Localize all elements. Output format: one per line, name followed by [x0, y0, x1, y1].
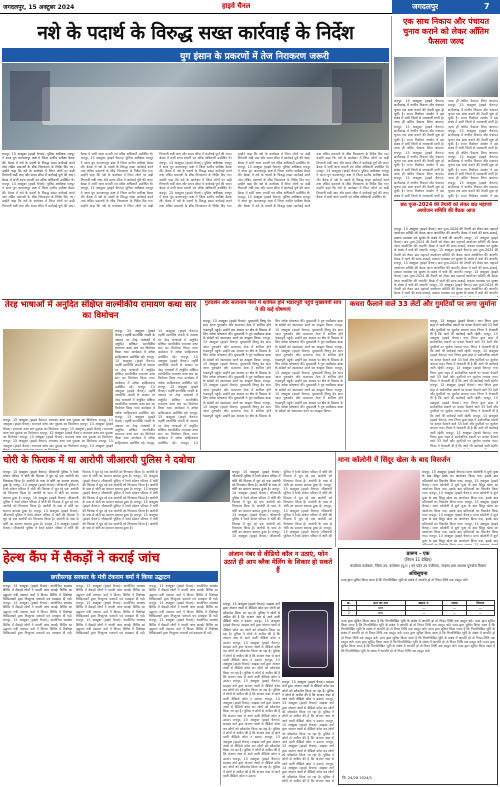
body-text-continued: रायपुर, 15 अक्टूबर (हाइवे चैनल)। नगर निगम द्वारा शहर में सार्वजनिक स्थानों पर कचरा फैलाने वाले 33 ठेलों और गुमटियों पर जुर्माना लगाया गया। निगम ने चेतावनी दी है कि आगे भी कार्रवाई जारी रहेगी।	[430, 430, 498, 448]
body-text-continued: रायपुर, 15 अक्टूबर (हाइवे चैनल)। जीआरपी पुलिस ने रेलवे स्टेशन परिसर में चोरी की फिराक में घूम रहे एक आरोपी को गिरफ्तार किया है। आरोपी के पास से चोरी का सामान बरामद हुआ है।	[232, 487, 281, 513]
video-photo	[282, 602, 334, 677]
notice-footer: जि. 24/28 2024/1	[342, 776, 373, 780]
body-text-continued: रायपुर, 15 अक्टूबर (हाइवे चैनल)। छत्तीसगढ़ में नगरीय निकाय और पंचायत चुनाव एक साथ कराने की तैयारी शुरू हो चुकी है। राज्य निर्वाचन आयोग ने इस	[448, 180, 498, 198]
body-text-continued: रायपुर, 15 अक्टूबर (हाइवे चैनल)। आयोजित स्वास्थ्य शिविर में सैकड़ों लोगों ने अपनी जांच कराई। शिविर का उद्घाटन मंत्री टंकराम वर्मा ने किया। शिविर में विशेषज्ञ चिकित्सकों द्वारा निःशुल्क परामर्श एवं दवाइयां दी गईं।	[149, 618, 218, 636]
body-text-continued	[430, 448, 498, 449]
body-text-continued: रायपुर, 15 अक्टूबर (हाइवे चैनल)। जीआरपी पुलिस ने रेलवे स्टेशन परिसर में चोरी की फिराक में घूम रहे एक आरोपी को गिरफ्तार किया है। आरोपी के पास से चोरी का सामान बरामद हुआ है।	[283, 504, 332, 530]
body-text-continued: रायपुर, 15 अक्टूबर (हाइवे चैनल)। पुलिस अधीक्षक रायपुर ने आज युग कल्याणपुर कक्ष में जिला स्तरीय समीक्षा बैठक ली। बैठक में नशे के पदार्थ के विरुद्ध सख्त कार्रवाई करने तथा लंबित प्रकरणों के शीघ्र निराकरण के निर्देश दिए गए। उन्होंने कहा कि नशे के कारोबार में लिप्त लोगों पर कड़ी निगरानी रखी जाए और समय सीमा में कार्रवाई पूर्ण की जाए। बैठक में सभी थाना प्रभारी एवं वरिष्ठ अधिकारी उपस्थित थे।	[237, 152, 389, 208]
immersion-photo	[338, 470, 420, 540]
notice-table	[341, 600, 495, 616]
body-text-continued: रायपुर, 15 अक्टूबर (हाइवे चैनल)। जीआरपी पुलिस ने रेलवे स्टेशन परिसर में चोरी की फिराक में घूम रहे एक आरोपी को गिरफ्तार किया है। आरोपी के पास से चोरी का सामान बरामद हुआ है।	[82, 500, 158, 517]
body-text-continued: रायपुर, 15 अक्टूबर (हाइवे चैनल)। जीआरपी पुलिस ने रेलवे स्टेशन परिसर में चोरी की फिराक में घूम रहे एक आरोपी को गिरफ्तार किया है। आरोपी के पास से चोरी का सामान बरामद हुआ है।	[232, 508, 281, 535]
body-text-continued: रायपुर, 15 अक्टूबर (हाइवे चैनल)। साइबर ठगों द्वारा अंजान नंबरों से वीडियो कॉल कर लोगों को ब्लैकमेल किया जा रहा है। पुलिस ने लोगों से अपील की है कि अंजान नंबर से आने वाली वीडियो कॉल न उठाएं।	[223, 756, 280, 778]
body-text-continued: एतद द्वारा सूचित किया जाता है कि निम्नलिखित भूमि के संबंध में आपत्ति हो तो नियत तिथि तक प्रस्तुत करें।	[341, 618, 495, 627]
body-text-continued: रायपुर, 15 अक्टूबर (हाइवे चैनल)। साइबर ठगों द्वारा अंजान नंबरों से वीडियो कॉल कर लोगों को ब्लैकमेल किया जा रहा है। पुलिस ने लोगों से अपील की है कि अंजान नंबर से आने वाली वीडियो कॉल न उठाएं।	[223, 718, 280, 740]
bhandarpuri-kicker: गुरुदर्शन और सत्यनाम मेला में शामिल होने भंडारपुरी पहुंचे मुख्यमंत्री साय ने की कई घोषणाएं	[204, 300, 342, 313]
notice-table-row	[342, 610, 495, 615]
body-text-continued: रायपुर, 15 अक्टूबर (हाइवे चैनल)। मुख्यमंत्री विष्णु देव साय आज गुरुदर्शन और सत्यनाम मेला में शामिल होने भंडारपुरी पहुंचे। उन्होंने इस अवसर पर क्षेत्र के विकास के लिए अनेक घोषणाएं कीं। मुख्यमंत्री ने गुरु घासीदास बाबा के संदेशों को आत्मसात करने का आह्वान किया।	[275, 387, 343, 414]
body-text-continued: रायपुर, 15 अक्टूबर (हाइवे चैनल)। आयोजित स्वास्थ्य शिविर में सैकड़ों लोगों ने अपनी जांच कराई। शिविर का उद्घाटन मंत्री टंकराम वर्मा ने किया। शिविर में विशेषज्ञ चिकित्सकों द्वारा निःशुल्क परामर्श एवं दवाइयां दी गईं।	[3, 601, 72, 619]
notice-table-cell: —	[466, 605, 494, 610]
notice-table-cell: —	[466, 610, 494, 615]
right-top-photo-2	[446, 57, 498, 97]
body-text-continued: रायपुर, 15 अक्टूबर (हाइवे चैनल)। पुलिस अधीक्षक रायपुर ने आज युग कल्याणपुर कक्ष में जिला स्तरीय समीक्षा बैठक ली। बैठक में नशे के पदार्थ के विरुद्ध सख्त कार्रवाई करने तथा लंबित प्रकरणों के शीघ्र निराकरण के निर्देश दिए गए। उन्होंने कहा कि नशे के कारोबार में लिप्त लोगों पर कड़ी निगरानी रखी जाए और समय सीमा में कार्रवाई पूर्ण की जाए। बैठक में सभी थाना प्रभारी एवं वरिष्ठ अधिकारी उपस्थित थे।	[80, 156, 154, 187]
body-text-continued: रायपुर, 15 अक्टूबर (हाइवे चैनल)। छठ पूजा-2024 की तैयारी को लेकर छठ महापर्व आयोजन समिति की बैठक आज आयोजित की जाएगी। बैठक में घाटों की साफ-सफाई, प्रकाश व्यवस्था एवं सुरक्षा के संबंध में चर्चा की जाएगी।	[394, 269, 498, 287]
ramayan-caption: रायपुर, 15 अक्टूबर (हाइवे चैनल)। रामायण कथा सार पुस्तक का विमोचन। रायपुर, 15 अक्टूबर (हाइवे चैनल)। रामायण कथा सार पुस्तक का विमोचन। रायपुर, 15 अक्टूबर (हाइवे चैनल)। रामायण कथा सार पुस्तक का विमोचन। रायपुर, 15 अक्टूबर (हाइवे चैनल)। रामायण कथा सार पुस्तक का विमोचन। रायपुर, 15 अक्टूबर (हाइवे चैनल)। रामायण कथा सार पुस्तक का विमोचन। रायपुर, 15 अक्टूबर (हाइवे चैनल)। रामायण कथा सार पुस्तक का विमोचन। रायपुर, 15 अक्टूबर (हाइवे चैनल)। रामायण कथा सार पुस्तक का विमोचन। रायपुर, 15 अक्टूबर (हाइवे चैनल)। रामायण कथा सार पुस्तक का विमोचन। रायपुर, 15 अक्टूबर (हाइवे	[3, 418, 113, 450]
body-text-continued: रायपुर, 15 अक्टूबर (हाइवे चैनल)। पुलिस अधीक्षक रायपुर ने आज युग कल्याणपुर कक्ष में जिला स्तरीय समीक्षा बैठक ली। बैठक में नशे के पदार्थ के विरुद्ध सख्त कार्रवाई करने तथा लंबित प्रकरणों के शीघ्र निराकरण के निर्देश दिए गए। उन्होंने कहा कि नशे के कारोबार में लिप्त लोगों पर कड़ी निगरानी रखी जाए और समय सीमा में कार्रवाई पूर्ण की जाए। बैठक में सभी थाना प्रभारी एवं वरिष्ठ अधिकारी उपस्थित थे।	[237, 164, 311, 195]
body-text-continued: रायपुर, 15 अक्टूबर (हाइवे चैनल)। महर्षि वाल्मीकि जयंती के अवसर पर तेरह भाषाओं में अनुदित संक्षिप्त वाल्मीकीय रामायण कथा सार का विमोचन किया गया। कार्यक्रम में अनेक साहित्यकार उपस्थित रहे।	[145, 329, 198, 445]
body-text-continued: रायपुर, 15 अक्टूबर (हाइवे चैनल)। मुख्यमंत्री विष्णु देव साय आज गुरुदर्शन और सत्यनाम मेला में शामिल होने भंडारपुरी पहुंचे। उन्होंने इस अवसर पर क्षेत्र के विकास के लिए अनेक घोषणाएं कीं। मुख्यमंत्री ने गुरु घासीदास बाबा के संदेशों को आत्मसात करने का आह्वान किया।	[203, 357, 271, 384]
notice-table-header: रकबा	[443, 600, 466, 605]
video-headline: अंजान नंबर से वीडियो कॉल न उठाएं, फोन उठाते ही आप ब्लैक मेलिंग के शिकार हो सकते हैं	[223, 550, 333, 574]
theft-body: रायपुर, 15 अक्टूबर (हाइवे चैनल)। जीआरपी पुलिस ने रेलवे स्टेशन परिसर में चोरी की फिराक में घूम रहे एक आरोपी को गिरफ्तार किया है। आरोपी के पास से चोरी का सामान बरामद हुआ है। रायपुर, 15 अक्टूबर (हाइवे चैनल)। जीआरपी पुलिस ने रेलवे स्टेशन परिसर में चोरी की फिराक में घूम रहे एक आरोपी को गिरफ्तार किया है। आरोपी के पास से चोरी का सामान बरामद हुआ है। रायपुर, 15 अक्टूबर (हाइवे चैनल)। जीआरपी पुलिस ने रेलवे स्टेशन परिसर में चोरी की फिराक में घूम रहे एक आरोपी को गिरफ्तार किया है। आरोपी के पास से चोरी का सामान बरामद हुआ है। रायपुर, 15 अक्टूबर (हाइवे चैनल)। जीआरपी पुलिस ने रेलवे स्टेशन परिसर में चोरी की फिराक में घूम रहे एक आरोपी को गिरफ्तार किया है। आरोपी के पास से चोरी का सामान बरामद हुआ है। रायपुर, 15 अक्टूबर (हाइवे चैनल)। जीआरपी पुलिस ने रेलवे स्टेशन परिसर में चोरी की फिराक में घूम रहे एक आरोपी को गिरफ्तार किया है। आरोपी के पास से चोरी का सामान बरामद हुआ है। रायपुर, 15 अक्टूबर (हाइवे चैनल)। जीआरपी पुलिस ने रेलवे स्टेशन परिसर में चोरी की फिराक में घूम रहे एक आरोपी को गिरफ्तार किया है। आरोपी के पास से चोरी का सामान बरामद हुआ है। रायपुर, 15 अक्टूबर (हाइवे चैनल)। जीआरपी पुलिस ने रेलवे स्टेशन परिसर में चोरी की फिराक में घूम रहे एक आरोपी को गिरफ्तार किया है। आरोपी के पास से चोरी का सामान बरामद हुआ है। रायपुर, 15 अक्टूबर (हाइवे चैनल)। जीआरपी पुलिस ने रेलवे स्टेशन परिसर में चोरी की फिराक में घूम रहे एक आरोपी को गिरफ्तार किया है। आरोपी के पास से चोरी का सामान बरामद हुआ है। रायपुर, 15 अक्टूबर (हाइवे चैनल)। जीआरपी पुलिस ने रेलवे स्टेशन परिसर में चोरी की फिराक में घूम रहे एक आरोपी को गिरफ्तार किया है। आरोपी के पास से चोरी का सामान बरामद हुआ है।	[3, 470, 158, 530]
body-text-continued: रायपुर, 15 अक्टूबर (हाइवे चैनल)। आयोजित स्वास्थ्य शिविर में सैकड़ों लोगों ने अपनी जांच कराई। शिविर का उद्घाटन मंत्री टंकराम वर्मा ने किया। शिविर में विशेषज्ञ चिकित्सकों द्वारा निःशुल्क परामर्श एवं दवाइयां दी गईं।	[76, 584, 145, 601]
body-text-continued: रायपुर, 15 अक्टूबर (हाइवे चैनल)। नगर निगम द्वारा शहर में सार्वजनिक स्थानों पर कचरा फैलाने वाले 33 ठेलों और गुमटियों पर जुर्माना लगाया गया। निगम ने चेतावनी दी है कि आगे भी कार्रवाई जारी रहेगी।	[430, 349, 498, 371]
body-text-continued	[394, 296, 498, 297]
body-text-continued: रायपुर, 15 अक्टूबर (हाइवे चैनल)। नगर निगम द्वारा शहर में सार्वजनिक स्थानों पर कचरा फैलाने वाले 33 ठेलों और गुमटियों पर जुर्माना लगाया गया। निगम ने चेतावनी दी है कि आगे भी कार्रवाई जारी रहेगी।	[430, 331, 498, 354]
body-text-continued: रायपुर, 15 अक्टूबर (हाइवे चैनल)। माना कॉलोनी में दुर्गा पूजा के बाद सिंदूर खेला का आयोजन किया गया, इसके बाद प्रतिमाओं का विसर्जन किया गया।	[422, 478, 498, 496]
body-text-continued: रायपुर, 15 अक्टूबर (हाइवे चैनल)। माना कॉलोनी में दुर्गा पूजा के बाद सिंदूर खेला का आयोजन किया गया, इसके बाद प्रतिमाओं का विसर्जन किया गया।	[422, 512, 498, 526]
notice-table-cell: —	[405, 610, 443, 615]
body-text-continued: रायपुर, 15 अक्टूबर (हाइवे चैनल)। रामायण कथा सार पुस्तक का विमोचन।	[3, 439, 98, 444]
ramayan-photo	[3, 329, 113, 416]
notice-table-header: क्र.	[342, 600, 357, 605]
body-text-continued: रायपुर, 15 अक्टूबर (हाइवे चैनल)। साइबर ठगों द्वारा अंजान नंबरों से वीडियो कॉल कर लोगों को ब्लैकमेल किया जा रहा है। पुलिस ने लोगों से अपील की है कि अंजान नंबर से आने वाली वीडियो कॉल न उठाएं।	[223, 657, 280, 684]
body-text-continued: रायपुर, 15 अक्टूबर (हाइवे चैनल)। जीआरपी पुलिस ने रेलवे स्टेशन परिसर में चोरी की फिराक में घूम रहे एक आरोपी को गिरफ्तार किया है। आरोपी के पास से चोरी का सामान बरामद हुआ है।	[82, 512, 158, 530]
body-text-continued: रायपुर, 15 अक्टूबर (हाइवे चैनल)। रामायण कथा सार पुस्तक का विमोचन।	[18, 435, 113, 440]
notice-table-header: ग्राम का नाम	[356, 600, 405, 605]
body-text-continued: रायपुर, 15 अक्टूबर (हाइवे चैनल)। साइबर ठगों द्वारा अंजान नंबरों से वीडियो कॉल कर लोगों को ब्लैकमेल किया जा रहा है। पुलिस ने लोगों से अपील की है कि अंजान नंबर से आने वाली वीडियो कॉल न उठाएं।	[223, 640, 280, 662]
notice-table-header: विवरण	[466, 600, 494, 605]
notice-line1: कार्यालय कलेक्टर, जिला उप. कलेक्टर (दु.प.) एवं पदेन उप पंजीयक, राजस्व ग्राम आवास पुनर्वास विभाग	[349, 564, 487, 568]
body-text-continued: रायपुर, 15 अक्टूबर (हाइवे चैनल)। जीआरपी पुलिस ने रेलवे स्टेशन परिसर में चोरी की फिराक में घूम रहे एक आरोपी को गिरफ्तार किया है। आरोपी के पास से चोरी का सामान बरामद हुआ है।	[3, 508, 79, 526]
section-name: जगदलपुर	[412, 2, 439, 11]
body-text-continued: रायपुर, 15 अक्टूबर (हाइवे चैनल)। आयोजित स्वास्थ्य शिविर में सैकड़ों लोगों ने अपनी जांच कराई। शिविर का उद्घाटन मंत्री टंकराम वर्मा ने किया। शिविर में विशेषज्ञ चिकित्सकों द्वारा निःशुल्क परामर्श एवं दवाइयां दी गईं।	[149, 601, 218, 619]
body-text-continued: रायपुर, 15 अक्टूबर (हाइवे चैनल)। महर्षि वाल्मीकि जयंती के अवसर पर तेरह भाषाओं में अनुदित संक्षिप्त वाल्मीकीय रामायण कथा सार का विमोचन किया गया। कार्यक्रम में अनेक साहित्यकार उपस्थित रहे।	[158, 354, 198, 385]
body-text-continued: रायपुर, 15 अक्टूबर (हाइवे चैनल)। नगर निगम द्वारा शहर में सार्वजनिक स्थानों पर कचरा फैलाने वाले 33 ठेलों और गुमटियों पर जुर्माना लगाया गया। निगम ने चेतावनी दी है कि आगे भी कार्रवाई जारी रहेगी।	[430, 366, 498, 384]
body-text-continued: एतद द्वारा सूचित किया जाता है कि निम्नलिखित भूमि के संबंध में आपत्ति हो तो नियत तिथि तक प्रस्तुत करें।	[341, 644, 495, 653]
body-text-continued: रायपुर, 15 अक्टूबर (हाइवे चैनल)। माना कॉलोनी में दुर्गा पूजा के बाद सिंदूर खेला का आयोजन किया गया, इसके बाद प्रतिमाओं का विसर्जन किया गया।	[422, 500, 498, 517]
body-text-continued: रायपुर, 15 अक्टूबर (हाइवे चैनल)। महर्षि वाल्मीकि जयंती के अवसर पर तेरह भाषाओं में अनुदित संक्षिप्त वाल्मीकीय रामायण कथा सार का विमोचन किया गया। कार्यक्रम में अनेक साहित्यकार उपस्थित रहे।	[115, 414, 155, 445]
body-text-continued: रायपुर, 15 अक्टूबर (हाइवे चैनल)। छठ पूजा-2024 की तैयारी को लेकर छठ महापर्व आयोजन समिति की बैठक आज आयोजित की जाएगी। बैठक में घाटों की साफ-सफाई, प्रकाश व्यवस्था एवं सुरक्षा के संबंध में चर्चा की जाएगी।	[394, 282, 498, 296]
body-text-continued: एतद द्वारा सूचित किया जाता है कि निम्नलिखित भूमि के संबंध में आपत्ति हो तो नियत तिथि तक प्रस्तुत करें।	[341, 627, 495, 636]
body-text-continued: रायपुर, 15 अक्टूबर (हाइवे चैनल)। साइबर ठगों द्वारा अंजान नंबरों से वीडियो कॉल कर लोगों को ब्लैकमेल किया जा रहा है। पुलिस ने लोगों से अपील की है कि अंजान नंबर से आने वाली वीडियो कॉल न उठाएं।	[282, 718, 334, 745]
body-text-continued: एतद द्वारा सूचित किया जाता है कि निम्नलिखित भूमि के संबंध में आपत्ति हो तो नियत तिथि तक प्रस्तुत करें।	[341, 631, 495, 640]
body-text-continued: रायपुर, 15 अक्टूबर (हाइवे चैनल)। जीआरपी पुलिस ने रेलवे स्टेशन परिसर में चोरी की फिराक में घूम रहे एक आरोपी को गिरफ्तार किया है। आरोपी के पास से चोरी का सामान बरामद हुआ है।	[3, 470, 158, 530]
body-text-continued: रायपुर, 15 अक्टूबर (हाइवे	[80, 443, 113, 448]
health-headline: हेल्थ कैंप में सैकड़ों ने कराई जांच	[3, 551, 160, 566]
notice-table-cell: —	[443, 605, 466, 610]
body-text-continued: रायपुर, 15 अक्टूबर (हाइवे चैनल)। पुलिस अधीक्षक रायपुर ने आज युग कल्याणपुर कक्ष में जिला स्तरीय समीक्षा बैठक ली। बैठक में नशे के पदार्थ के विरुद्ध सख्त कार्रवाई करने तथा लंबित प्रकरणों के शीघ्र निराकरण के निर्देश दिए गए। उन्होंने कहा कि नशे के कारोबार में लिप्त लोगों पर कड़ी निगरानी रखी जाए और समय सीमा में कार्रवाई पूर्ण की जाए। बैठक में सभी थाना प्रभारी एवं वरिष्ठ अधिकारी उपस्थित थे।	[316, 169, 389, 199]
notice-table-cell: 2	[342, 610, 357, 615]
body-text-continued: रायपुर, 15 अक्टूबर (हाइवे चैनल)। महर्षि वाल्मीकि जयंती के अवसर पर तेरह भाषाओं में अनुदित संक्षिप्त वाल्मीकीय रामायण कथा सार का विमोचन किया गया। कार्यक्रम में अनेक साहित्यकार उपस्थित रहे।	[115, 354, 155, 389]
body-text-continued: रायपुर, 15 अक्टूबर (हाइवे चैनल)। साइबर ठगों द्वारा अंजान नंबरों से वीडियो कॉल कर लोगों को ब्लैकमेल किया जा रहा है। पुलिस ने लोगों से अपील की है कि अंजान नंबर से आने वाली वीडियो कॉल न उठाएं।	[223, 735, 280, 761]
body-text-continued: रायपुर, 15 अक्टूबर (हाइवे चैनल)। जीआरपी पुलिस ने रेलवे स्टेशन परिसर में चोरी की फिराक में घूम रहे एक आरोपी को गिरफ्तार किया है। आरोपी के पास से चोरी का सामान बरामद हुआ है।	[283, 482, 332, 509]
body-text-continued: एतद द्वारा सूचित किया जाता है कि निम्नलिखित भूमि के संबंध में आपत्ति हो तो नियत तिथि तक प्रस्तुत करें।	[341, 635, 495, 645]
body-text-continued: रायपुर, 15 अक्टूबर (हाइवे चैनल)। साइबर ठगों द्वारा अंजान नंबरों से वीडियो कॉल कर लोगों को ब्लैकमेल किया जा रहा है। पुलिस ने लोगों से अपील की है कि अंजान नंबर से आने वाली वीडियो कॉल न उठाएं।	[282, 740, 334, 766]
body-text-continued: रायपुर, 15 अक्टूबर (हाइवे चैनल)। पुलिस अधीक्षक रायपुर ने आज युग कल्याणपुर कक्ष में जिला स्तरीय समीक्षा बैठक ली। बैठक में नशे के पदार्थ के विरुद्ध सख्त कार्रवाई करने तथा लंबित प्रकरणों के शीघ्र निराकरण के निर्देश दिए गए। उन्होंने कहा कि नशे के कारोबार में लिप्त लोगों पर कड़ी निगरानी रखी जाए और समय सीमा में कार्रवाई पूर्ण की जाए। बैठक में सभी थाना प्रभारी एवं वरिष्ठ अधिकारी उपस्थित थे।	[159, 160, 232, 191]
ramayan-body: रायपुर, 15 अक्टूबर (हाइवे चैनल)। महर्षि वाल्मीकि जयंती के अवसर पर तेरह भाषाओं में अनुदित संक्षिप्त वाल्मीकीय रामायण कथा सार का विमोचन किया गया। कार्यक्रम में अनेक साहित्यकार उपस्थित रहे। रायपुर, 15 अक्टूबर (हाइवे चैनल)। महर्षि वाल्मीकि जयंती के अवसर पर तेरह भाषाओं में अनुदित संक्षिप्त वाल्मीकीय रामायण कथा सार का विमोचन किया गया। कार्यक्रम में अनेक साहित्यकार उपस्थित रहे। रायपुर, 15 अक्टूबर (हाइवे चैनल)। महर्षि वाल्मीकि जयंती के अवसर पर तेरह भाषाओं में अनुदित संक्षिप्त वाल्मीकीय रामायण कथा सार का विमोचन किया गया। कार्यक्रम में अनेक साहित्यकार उपस्थित रहे। रायपुर, 15 अक्टूबर (हाइवे चैनल)। महर्षि वाल्मीकि जयंती के अवसर पर तेरह भाषाओं में अनुदित संक्षिप्त वाल्मीकीय रामायण कथा सार का विमोचन किया गया। कार्यक्रम में अनेक साहित्यकार उपस्थित रहे। रायपुर, 15 अक्टूबर (हाइवे चैनल)। महर्षि वाल्मीकि जयंती के अवसर पर तेरह भाषाओं में अनुदित संक्षिप्त वाल्मीकीय रामायण कथा सार का विमोचन किया गया। कार्यक्रम में अनेक साहित्यकार उपस्थित रहे। रायपुर, 15 अक्टूबर (हाइवे चैनल)। महर्षि वाल्मीकि जयंती के अवसर पर तेरह भाषाओं में अनुदित संक्षिप्त वाल्मीकीय रामायण कथा सार का विमोचन किया गया। कार्यक्रम में अनेक साहित्यकार उपस्थित रहे। रायपुर, 15 अक्टूबर (हाइवे चैनल)। महर्षि वाल्मीकि जयंती के अवसर पर तेरह भाषाओं में अनुदित संक्षिप्त वाल्मीकीय रामायण कथा सार का विमोचन किया गया। कार्यक्रम में अनेक साहित्यकार उपस्थित रहे। रायपुर, 15 अक्टूबर (हाइवे चैनल)। महर्षि वाल्मीकि जयंती के अवसर पर तेरह भाषाओं में अनुदित संक्षिप्त वाल्मीकीय रामायण कथा सार का विमोचन किया गया। कार्यक्रम में अनेक साहित्यकार उपस्थित रहे। रायपुर, 15	[115, 329, 198, 449]
body-text-continued: रायपुर, 15 अक्टूबर (हाइवे चैनल)। साइबर ठगों द्वारा अंजान नंबरों से वीडियो कॉल कर लोगों को ब्लैकमेल किया जा रहा है। पुलिस ने लोगों से अपील की है कि अंजान नंबर से आने वाली वीडियो कॉल न उठाएं।	[223, 679, 280, 701]
body-text-continued: रायपुर, 15 अक्टूबर (हाइवे चैनल)। आयोजित स्वास्थ्य शिविर में सैकड़ों लोगों ने अपनी जांच कराई। शिविर का उद्घाटन मंत्री टंकराम वर्मा ने किया। शिविर में विशेषज्ञ चिकित्सकों द्वारा निःशुल्क परामर्श एवं दवाइयां दी गईं।	[149, 584, 218, 601]
body-text-continued: रायपुर, 15 अक्टूबर (हाइवे चैनल)। मुख्यमंत्री विष्णु देव साय आज गुरुदर्शन और सत्यनाम मेला में शामिल होने भंडारपुरी पहुंचे। उन्होंने इस अवसर पर क्षेत्र के विकास के लिए अनेक घोषणाएं कीं। मुख्यमंत्री ने गुरु घासीदास बाबा के संदेशों को आत्मसात करने का आह्वान किया।	[275, 366, 343, 392]
body-text-continued: रायपुर, 15 अक्टूबर (हाइवे चैनल)। महर्षि वाल्मीकि जयंती के अवसर पर तेरह भाषाओं में अनुदित संक्षिप्त वाल्मीकीय रामायण कथा सार का विमोचन किया गया। कार्यक्रम में अनेक साहित्यकार उपस्थित रहे।	[158, 384, 198, 415]
body-text-continued: रायपुर, 15 अक्टूबर (हाइवे चैनल)। पुलिस अधीक्षक रायपुर ने आज युग कल्याणपुर कक्ष में जिला स्तरीय समीक्षा बैठक ली। बैठक में नशे के पदार्थ के विरुद्ध सख्त कार्रवाई करने तथा लंबित प्रकरणों के शीघ्र निराकरण के निर्देश दिए गए। उन्होंने कहा कि नशे के कारोबार में लिप्त लोगों पर कड़ी निगरानी रखी जाए और समय सीमा में कार्रवाई पूर्ण की जाए। बैठक में सभी थाना प्रभारी एवं वरिष्ठ अधिकारी उपस्थित थे।	[159, 152, 311, 208]
notice-head: अधिसूचना	[408, 570, 428, 577]
body-text-continued: रायपुर, 15 अक्टूबर (हाइवे चैनल)। छत्तीसगढ़ में नगरीय निकाय और पंचायत चुनाव एक साथ कराने की तैयारी शुरू हो चुकी है। राज्य निर्वाचन आयोग ने इस संबंध में सभी जिलों से जानकारी मांगी है। जल्द ही अंतिम फैसला लिया जाएगा।	[394, 150, 444, 177]
right-top-headline: एक साथ निकाय और पंचायत चुनाव कराने को लेकर आँतिम फैसला जल्द	[402, 17, 490, 46]
legal-notice	[338, 548, 498, 785]
theft-photo	[160, 470, 230, 502]
body-text-continued: एतद द्वारा सूचित किया जाता है कि निम्नलिखित भूमि के संबंध में आपत्ति हो तो नियत तिथि तक प्रस्तुत करें।	[341, 622, 495, 632]
issue-date: जगदलपुर, 15 अक्टूबर 2024	[3, 4, 75, 11]
body-text-continued: रायपुर, 15 अक्टूबर (हाइवे चैनल)। नगर निगम द्वारा शहर में सार्वजनिक स्थानों पर कचरा फैलाने वाले 33 ठेलों और गुमटियों पर जुर्माना लगाया गया। निगम ने चेतावनी दी है कि आगे भी कार्रवाई जारी रहेगी।	[430, 383, 498, 401]
body-text-continued: रायपुर, 15 अक्टूबर (हाइवे चैनल)। रामायण कथा सार पुस्तक का विमोचन।	[3, 418, 113, 427]
body-text-continued: रायपुर, 15 अक्टूबर (हाइवे चैनल)। माना कॉलोनी में दुर्गा पूजा के बाद सिंदूर खेला का आयोजन किया गया, इसके बाद	[422, 534, 498, 543]
lead-headline: नशे के पदार्थ के विरुद्ध सख्त कार्रवाई के निर्देश	[37, 22, 354, 44]
theft-body-cont: रायपुर, 15 अक्टूबर (हाइवे चैनल)। जीआरपी पुलिस ने रेलवे स्टेशन परिसर में चोरी की फिराक में घूम रहे एक आरोपी को गिरफ्तार किया है। आरोपी के पास से चोरी का सामान बरामद हुआ है। रायपुर, 15 अक्टूबर (हाइवे चैनल)। जीआरपी पुलिस ने रेलवे स्टेशन परिसर में चोरी की फिराक में घूम रहे एक आरोपी को गिरफ्तार किया है। आरोपी के पास से चोरी का सामान बरामद हुआ है। रायपुर, 15 अक्टूबर (हाइवे चैनल)। जीआरपी पुलिस ने रेलवे स्टेशन परिसर में चोरी की फिराक में घूम रहे एक आरोपी को गिरफ्तार किया है। आरोपी के पास से चोरी का सामान बरामद हुआ है। रायपुर, 15 अक्टूबर (हाइवे चैनल)। जीआरपी पुलिस ने रेलवे स्टेशन परिसर में चोरी की फिराक में घूम रहे एक आरोपी को गिरफ्तार किया है। आरोपी के पास से चोरी का सामान बरामद हुआ है। रायपुर, 15 अक्टूबर (हाइवे चैनल)। जीआरपी पुलिस ने रेलवे स्टेशन परिसर में चोरी की फिराक में घूम रहे एक आरोपी को गिरफ्तार किया है। आरोपी के पास से चोरी का सामान बरामद हुआ है। रायपुर, 15 अक्टूबर (हाइवे चैनल)। जीआरपी पुलिस ने रेलवे स्टेशन परिसर में चोरी की फिराक में घूम रहे एक आरोपी को गिरफ्तार किया है। आरोपी के पास से चोरी का सामान बरामद हुआ है। रायपुर, 15 अक्टूबर (हाइवे चैनल)। जीआरपी पुलिस ने रेलवे स्टेशन परिसर में चोरी की	[232, 470, 332, 540]
body-text-continued: रायपुर, 15 अक्टूबर (हाइवे चैनल)। पुलिस अधीक्षक रायपुर ने आज युग कल्याणपुर कक्ष में जिला स्तरीय समीक्षा बैठक ली। बैठक में नशे के पदार्थ के विरुद्ध सख्त कार्रवाई करने तथा लंबित प्रकरणों के शीघ्र निराकरण के निर्देश दिए गए। उन्होंने कहा कि नशे के कारोबार में लिप्त लोगों पर कड़ी निगरानी रखी जाए और समय सीमा में कार्रवाई पूर्ण की जाए। बैठक में सभी थाना प्रभारी एवं वरिष्ठ अधिकारी उपस्थित थे।	[2, 152, 154, 208]
body-text-continued: रायपुर, 15 अक्टूबर (हाइवे चैनल)। छत्तीसगढ़ में नगरीय निकाय और पंचायत चुनाव एक साथ कराने की तैयारी शुरू हो चुकी है। राज्य निर्वाचन आयोग ने इस संबंध में सभी जिलों से जानकारी मांगी है। जल्द ही अंतिम फैसला लिया जाएगा।	[394, 124, 444, 151]
body-text-continued: रायपुर, 15 अक्टूबर (हाइवे चैनल)। आयोजित स्वास्थ्य शिविर में सैकड़ों लोगों ने अपनी जांच कराई। शिविर का उद्घाटन मंत्री टंकराम वर्मा ने किया। शिविर में विशेषज्ञ चिकित्सकों द्वारा निःशुल्क परामर्श एवं दवाइयां दी गईं।	[3, 618, 72, 636]
body-text-continued: रायपुर, 15 अक्टूबर (हाइवे चैनल)। नगर निगम द्वारा शहर में सार्वजनिक स्थानों पर कचरा फैलाने वाले 33 ठेलों और गुमटियों पर जुर्माना लगाया गया। निगम ने चेतावनी दी है कि आगे भी कार्रवाई जारी रहेगी।	[430, 396, 498, 418]
body-text-continued: रायपुर, 15 अक्टूबर (हाइवे चैनल)। साइबर ठगों द्वारा अंजान नंबरों से वीडियो कॉल कर लोगों को ब्लैकमेल किया जा रहा है। पुलिस ने लोगों से अपील की है कि अंजान नंबर से	[282, 761, 334, 782]
body-text-continued: रायपुर, 15 अक्टूबर (हाइवे चैनल)। छत्तीसगढ़ में नगरीय निकाय और पंचायत चुनाव एक साथ कराने की तैयारी शुरू हो चुकी है। राज्य निर्वाचन आयोग ने इस संबंध में सभी जिलों से जानकारी मांगी है। जल्द ही अंतिम फैसला लिया जाएगा।	[448, 103, 498, 129]
body-text-continued: रायपुर, 15 अक्टूबर (हाइवे चैनल)। छत्तीसगढ़ में नगरीय निकाय और पंचायत चुनाव एक साथ कराने की तैयारी शुरू हो चुकी है। राज्य निर्वाचन आयोग ने इस संबंध में सभी जिलों से जानकारी मांगी है। जल्द ही अंतिम फैसला लिया जाएगा।	[448, 154, 498, 181]
notice-body: एतद द्वारा सूचित किया जाता है कि निम्नलिखित भूमि के संबंध में आपत्ति हो तो नियत तिथि तक प्रस्तुत करें।	[341, 577, 468, 582]
notice-table-cell: 1	[342, 605, 357, 610]
body-text-continued: रायपुर, 15 अक्टूबर (हाइवे चैनल)। माना कॉलोनी में दुर्गा पूजा के बाद सिंदूर खेला का आयोजन किया गया, इसके बाद प्रतिमाओं का विसर्जन किया गया।	[422, 521, 498, 539]
body-text-continued: रायपुर, 15 अक्टूबर (हाइवे चैनल)। रामायण कथा सार पुस्तक का विमोचन।	[3, 430, 113, 440]
right-top-body: रायपुर, 15 अक्टूबर (हाइवे चैनल)। छत्तीसगढ़ में नगरीय निकाय और पंचायत चुनाव एक साथ कराने की तैयारी शुरू हो चुकी है। राज्य निर्वाचन आयोग ने इस संबंध में सभी जिलों से जानकारी मांगी है। जल्द ही अंतिम फैसला लिया जाएगा। रायपुर, 15 अक्टूबर (हाइवे चैनल)। छत्तीसगढ़ में नगरीय निकाय और पंचायत चुनाव एक साथ कराने की तैयारी शुरू हो चुकी है। राज्य निर्वाचन आयोग ने इस संबंध में सभी जिलों से जानकारी मांगी है। जल्द ही अंतिम फैसला लिया जाएगा। रायपुर, 15 अक्टूबर (हाइवे चैनल)। छत्तीसगढ़ में नगरीय निकाय और पंचायत चुनाव एक साथ कराने की तैयारी शुरू हो चुकी है। राज्य निर्वाचन आयोग ने इस संबंध में सभी जिलों से जानकारी मांगी है। जल्द ही अंतिम फैसला लिया जाएगा। रायपुर, 15 अक्टूबर (हाइवे चैनल)। छत्तीसगढ़ में नगरीय निकाय और पंचायत चुनाव एक साथ कराने की तैयारी शुरू हो चुकी है। राज्य निर्वाचन आयोग ने इस संबंध में सभी जिलों से जानकारी मांगी है। जल्द ही अंतिम फैसला लिया जाएगा। रायपुर, 15 अक्टूबर (हाइवे चैनल)। छत्तीसगढ़ में नगरीय निकाय और पंचायत चुनाव एक साथ कराने की तैयारी शुरू हो चुकी है। राज्य निर्वाचन आयोग ने इस संबंध में सभी जिलों से जानकारी मांगी है। जल्द ही अंतिम फैसला लिया जाएगा। रायपुर, 15 अक्टूबर (हाइवे चैनल)। छत्तीसगढ़ में नगरीय निकाय और पंचायत चुनाव एक साथ कराने की तैयारी शुरू हो चुकी है। राज्य निर्वाचन आयोग ने इस संबंध में सभी जिलों से जानकारी मांगी है। जल्द ही अंतिम फैसला लिया जाएगा। रायपुर, 15 अक्टूबर (हाइवे चैनल)। छत्तीसगढ़ में नगरीय निकाय और पंचायत चुनाव एक साथ कराने की तैयारी शुरू हो चुकी है। राज्य निर्वाचन आयोग ने इस संबंध में सभी जिलों से जानकारी मांगी है। जल्द ही अंतिम फैसला लिया जाएगा। रायपुर, 15 अक्टूबर (हाइवे चैनल)। छत्तीसगढ़ में नगरीय निकाय और पंचायत चुनाव एक साथ कराने की तैयारी शुरू हो चुकी है। राज्य निर्वाचन आयोग ने इस	[394, 99, 498, 199]
health-body: रायपुर, 15 अक्टूबर (हाइवे चैनल)। आयोजित स्वास्थ्य शिविर में सैकड़ों लोगों ने अपनी जांच कराई। शिविर का उद्घाटन मंत्री टंकराम वर्मा ने किया। शिविर में विशेषज्ञ चिकित्सकों द्वारा निःशुल्क परामर्श एवं दवाइयां दी गईं। रायपुर, 15 अक्टूबर (हाइवे चैनल)। आयोजित स्वास्थ्य शिविर में सैकड़ों लोगों ने अपनी जांच कराई। शिविर का उद्घाटन मंत्री टंकराम वर्मा ने किया। शिविर में विशेषज्ञ चिकित्सकों द्वारा निःशुल्क परामर्श एवं दवाइयां दी गईं। रायपुर, 15 अक्टूबर (हाइवे चैनल)। आयोजित स्वास्थ्य शिविर में सैकड़ों लोगों ने अपनी जांच कराई। शिविर का उद्घाटन मंत्री टंकराम वर्मा ने किया। शिविर में विशेषज्ञ चिकित्सकों द्वारा निःशुल्क परामर्श एवं दवाइयां दी गईं। रायपुर, 15 अक्टूबर (हाइवे चैनल)। आयोजित स्वास्थ्य शिविर में सैकड़ों लोगों ने अपनी जांच कराई। शिविर का उद्घाटन मंत्री टंकराम वर्मा ने किया। शिविर में विशेषज्ञ चिकित्सकों द्वारा निःशुल्क परामर्श एवं दवाइयां दी गईं। रायपुर, 15 अक्टूबर (हाइवे चैनल)। आयोजित स्वास्थ्य शिविर में सैकड़ों लोगों ने अपनी जांच कराई। शिविर का उद्घाटन मंत्री टंकराम वर्मा ने किया। शिविर में विशेषज्ञ चिकित्सकों द्वारा निःशुल्क परामर्श एवं दवाइयां दी गईं। रायपुर, 15 अक्टूबर (हाइवे चैनल)। आयोजित स्वास्थ्य शिविर में सैकड़ों लोगों ने अपनी जांच कराई। शिविर का उद्घाटन मंत्री टंकराम वर्मा ने किया। शिविर में विशेषज्ञ चिकित्सकों द्वारा निःशुल्क परामर्श एवं दवाइयां दी गईं। रायपुर, 15 अक्टूबर (हाइवे चैनल)। आयोजित स्वास्थ्य शिविर में सैकड़ों लोगों ने अपनी जांच कराई। शिविर का उद्घाटन मंत्री टंकराम वर्मा ने किया। शिविर में विशेषज्ञ चिकित्सकों द्वारा निःशुल्क परामर्श एवं दवाइयां दी गईं। रायपुर, 15 अक्टूबर (हाइवे चैनल)। आयोजित स्वास्थ्य शिविर में सैकड़ों लोगों ने अपनी जांच कराई। शिविर का उद्घाटन मंत्री टंकराम वर्मा ने किया। शिविर में विशेषज्ञ चिकित्सकों द्वारा निःशुल्क परामर्श एवं दवाइयां दी गईं। रायपुर, 15 अक्टूबर (हाइवे चैनल)। आयोजित स्वास्थ्य शिविर में सैकड़ों लोगों ने अपनी जांच कराई। शिविर का उद्घाटन मंत्री टंकराम वर्मा ने किया। शिविर में विशेषज्ञ चिकित्सकों द्वारा निःशुल्क परामर्श एवं दवाइयां दी गईं।	[3, 584, 218, 636]
body-text-continued: रायपुर, 15 अक्टूबर (हाइवे चैनल)। महर्षि वाल्मीकि जयंती के अवसर पर तेरह भाषाओं में अनुदित संक्षिप्त वाल्मीकीय रामायण कथा सार का विमोचन किया गया। कार्यक्रम में अनेक साहित्यकार उपस्थित रहे।	[158, 410, 198, 445]
video-body-cont: रायपुर, 15 अक्टूबर (हाइवे चैनल)। साइबर ठगों द्वारा अंजान नंबरों से वीडियो कॉल कर लोगों को ब्लैकमेल किया जा रहा है। पुलिस ने लोगों से अपील की है कि अंजान नंबर से आने वाली वीडियो कॉल न उठाएं। रायपुर, 15 अक्टूबर (हाइवे चैनल)। साइबर ठगों द्वारा अंजान नंबरों से वीडियो कॉल कर लोगों को ब्लैकमेल किया जा रहा है। पुलिस ने लोगों से अपील की है कि अंजान नंबर से आने वाली वीडियो कॉल न उठाएं। रायपुर, 15 अक्टूबर (हाइवे चैनल)। साइबर ठगों द्वारा अंजान नंबरों से वीडियो कॉल कर लोगों को ब्लैकमेल किया जा रहा है। पुलिस ने लोगों से अपील की है कि अंजान नंबर से आने वाली वीडियो कॉल न उठाएं। रायपुर, 15 अक्टूबर (हाइवे चैनल)। साइबर ठगों द्वारा अंजान नंबरों से वीडियो कॉल कर लोगों को ब्लैकमेल किया जा रहा है। पुलिस ने लोगों से अपील की है कि अंजान नंबर से आने वाली वीडियो कॉल न उठाएं। रायपुर, 15 अक्टूबर (हाइवे चैनल)। साइबर ठगों द्वारा अंजान नंबरों से वीडियो कॉल कर लोगों को ब्लैकमेल किया जा रहा है। पुलिस ने लोगों से अपील की है कि अंजान नंबर से	[282, 680, 334, 782]
immersion-body: रायपुर, 15 अक्टूबर (हाइवे चैनल)। माना कॉलोनी में दुर्गा पूजा के बाद सिंदूर खेला का आयोजन किया गया, इसके बाद प्रतिमाओं का विसर्जन किया गया। रायपुर, 15 अक्टूबर (हाइवे चैनल)। माना कॉलोनी में दुर्गा पूजा के बाद सिंदूर खेला का आयोजन किया गया, इसके बाद प्रतिमाओं का विसर्जन किया गया। रायपुर, 15 अक्टूबर (हाइवे चैनल)। माना कॉलोनी में दुर्गा पूजा के बाद सिंदूर खेला का आयोजन किया गया, इसके बाद प्रतिमाओं का विसर्जन किया गया। रायपुर, 15 अक्टूबर (हाइवे चैनल)। माना कॉलोनी में दुर्गा पूजा के बाद सिंदूर खेला का आयोजन किया गया, इसके बाद प्रतिमाओं का विसर्जन किया गया। रायपुर, 15 अक्टूबर (हाइवे चैनल)। माना कॉलोनी में दुर्गा पूजा के बाद सिंदूर खेला का आयोजन किया गया, इसके बाद प्रतिमाओं का विसर्जन किया गया। रायपुर, 15 अक्टूबर (हाइवे चैनल)। माना कॉलोनी में दुर्गा पूजा के बाद सिंदूर खेला का आयोजन किया गया, इसके बाद प्रतिमाओं का विसर्जन किया गया। रायपुर, 15 अक्टूबर (हाइवे चैनल)। माना कॉलोनी में दुर्गा पूजा के बाद सिंदूर खेला का आयोजन किया गया, इसके बाद	[422, 470, 498, 545]
ramayan-headline: तेरह भाषाओं में अनुदित संक्षिप्त वाल्मीकीय रामायण कथा सार का विमोचन	[4, 300, 197, 321]
body-text-continued: रायपुर, 15 अक्टूबर (हाइवे चैनल)। छठ पूजा-2024 की तैयारी को लेकर छठ महापर्व आयोजन समिति की बैठक आज आयोजित की जाएगी। बैठक में घाटों की साफ-सफाई, प्रकाश व्यवस्था एवं सुरक्षा के संबंध में चर्चा की जाएगी।	[394, 235, 498, 253]
right-mid-headline: छठ पूजा-2024 की तैयारी को लेकर छठ महापर्व आयोजन समिति की बैठक आज	[400, 202, 492, 214]
notice-table-cell: ग्राम	[356, 605, 405, 610]
body-text-continued: रायपुर, 15 अक्टूबर (हाइवे चैनल)। जीआरपी पुलिस ने रेलवे स्टेशन परिसर में चोरी की फिराक में घूम रहे एक आरोपी को गिरफ्तार किया है। आरोपी के पास से चोरी का सामान बरामद हुआ है।	[3, 482, 79, 500]
body-text-continued: रायपुर, 15 अक्टूबर (हाइवे चैनल)। छत्तीसगढ़ में नगरीय निकाय और पंचायत चुनाव एक साथ कराने की तैयारी शुरू हो चुकी है। राज्य निर्वाचन आयोग ने इस संबंध में सभी जिलों से जानकारी मांगी है। जल्द ही अंतिम फैसला लिया जाएगा।	[394, 99, 498, 198]
garbage-headline: कचरा फैलाने वाले 33 लेटों और गुमटियों पर लगा जुर्माना	[349, 300, 497, 308]
theft-headline: चोरी के फिराक में था आरोपी जीआरपी पुलिस ने दबोचा	[3, 455, 195, 466]
health-subhead: छत्तीसगढ़ सरकार के मंत्री टंकराम वर्मा ने किया उद्घाटन	[3, 571, 218, 582]
body-text-continued: रायपुर, 15 अक्टूबर (हाइवे चैनल)। पुलिस अधीक्षक रायपुर ने आज युग कल्याणपुर कक्ष में जिला स्तरीय समीक्षा बैठक ली। बैठक में नशे के पदार्थ के विरुद्ध सख्त कार्रवाई करने तथा लंबित प्रकरणों के शीघ्र निराकरण के निर्देश दिए गए। उन्होंने कहा कि नशे के कारोबार में लिप्त लोगों पर कड़ी निगरानी रखी जाए और समय सीमा में कार्रवाई पूर्ण की जाए। बैठक में सभी थाना प्रभारी एवं वरिष्ठ अधिकारी उपस्थित थे।	[80, 152, 232, 208]
video-body: रायपुर, 15 अक्टूबर (हाइवे चैनल)। साइबर ठगों द्वारा अंजान नंबरों से वीडियो कॉल कर लोगों को ब्लैकमेल किया जा रहा है। पुलिस ने लोगों से अपील की है कि अंजान नंबर से आने वाली वीडियो कॉल न उठाएं। रायपुर, 15 अक्टूबर (हाइवे चैनल)। साइबर ठगों द्वारा अंजान नंबरों से वीडियो कॉल कर लोगों को ब्लैकमेल किया जा रहा है। पुलिस ने लोगों से अपील की है कि अंजान नंबर से आने वाली वीडियो कॉल न उठाएं। रायपुर, 15 अक्टूबर (हाइवे चैनल)। साइबर ठगों द्वारा अंजान नंबरों से वीडियो कॉल कर लोगों को ब्लैकमेल किया जा रहा है। पुलिस ने लोगों से अपील की है कि अंजान नंबर से आने वाली वीडियो कॉल न उठाएं। रायपुर, 15 अक्टूबर (हाइवे चैनल)। साइबर ठगों द्वारा अंजान नंबरों से वीडियो कॉल कर लोगों को ब्लैकमेल किया जा रहा है। पुलिस ने लोगों से अपील की है कि अंजान नंबर से आने वाली वीडियो कॉल न उठाएं। रायपुर, 15 अक्टूबर (हाइवे चैनल)। साइबर ठगों द्वारा अंजान नंबरों से वीडियो कॉल कर लोगों को ब्लैकमेल किया जा रहा है। पुलिस ने लोगों से अपील की है कि अंजान नंबर से आने वाली वीडियो कॉल न उठाएं। रायपुर, 15 अक्टूबर (हाइवे चैनल)। साइबर ठगों द्वारा अंजान नंबरों से वीडियो कॉल कर लोगों को ब्लैकमेल किया जा रहा है। पुलिस ने लोगों से अपील की है कि अंजान नंबर से आने वाली वीडियो कॉल न उठाएं। रायपुर, 15 अक्टूबर (हाइवे चैनल)। साइबर ठगों द्वारा अंजान नंबरों से वीडियो कॉल कर लोगों को ब्लैकमेल किया जा रहा है। पुलिस ने लोगों से अपील की है कि अंजान नंबर से आने वाली वीडियो कॉल न उठाएं। रायपुर, 15 अक्टूबर (हाइवे चैनल)। साइबर ठगों द्वारा अंजान नंबरों से वीडियो कॉल कर लोगों को ब्लैकमेल किया जा रहा है। पुलिस ने लोगों से अपील की है कि अंजान नंबर से आने वाली वीडियो कॉल न उठाएं। रायपुर, 15 अक्टूबर (हाइवे चैनल)। साइबर ठगों द्वारा अंजान नंबरों से वीडियो कॉल कर लोगों को ब्लैकमेल किया जा रहा है। पुलिस ने लोगों से अपील की है कि अंजान नंबर से आने वाली वीडियो कॉल न उठाएं।	[223, 602, 280, 778]
notice-table-cell: ग्राम	[356, 610, 405, 615]
body-text-continued: रायपुर, 15 अक्टूबर (हाइवे चैनल)। मुख्यमंत्री विष्णु देव साय आज गुरुदर्शन और सत्यनाम मेला में शामिल होने भंडारपुरी पहुंचे। उन्होंने इस अवसर पर क्षेत्र के विकास के लिए अनेक घोषणाएं कीं। मुख्यमंत्री ने गुरु घासीदास बाबा के संदेशों को आत्मसात करने का आह्वान किया।	[203, 379, 271, 405]
body-text-continued: रायपुर, 15 अक्टूबर (हाइवे चैनल)। साइबर ठगों द्वारा अंजान नंबरों से वीडियो कॉल कर लोगों को ब्लैकमेल किया जा रहा है। पुलिस ने लोगों से अपील की है कि अंजान नंबर से आने वाली वीडियो कॉल न उठाएं।	[282, 697, 334, 723]
page-number: 7	[484, 2, 490, 11]
immersion-headline: माना कॉलोनी में सिंदूर खेला के बाद विसर्जन	[338, 456, 451, 464]
body-text-continued: रायपुर, 15 अक्टूबर (हाइवे चैनल)। जीआरपी पुलिस ने रेलवे स्टेशन परिसर में चोरी की फिराक में घूम रहे एक आरोपी को गिरफ्तार किया है। आरोपी के पास से चोरी का सामान बरामद हुआ है।	[82, 487, 158, 505]
body-text-continued: रायपुर, 15 अक्टूबर (हाइवे चैनल)। नगर निगम द्वारा शहर में सार्वजनिक स्थानों पर कचरा फैलाने वाले 33 ठेलों और गुमटियों पर जुर्माना लगाया गया। निगम ने चेतावनी दी है कि आगे भी कार्रवाई जारी रहेगी।	[430, 413, 498, 435]
body-text-continued: एतद द्वारा सूचित किया जाता है कि निम्नलिखित भूमि के संबंध में आपत्ति हो तो नियत तिथि तक प्रस्तुत करें।	[354, 640, 483, 645]
body-text-continued: रायपुर, 15 अक्टूबर (हाइवे चैनल)। साइबर ठगों द्वारा अंजान नंबरों से वीडियो कॉल कर लोगों को ब्लैकमेल किया जा रहा है। पुलिस ने लोगों से अपील की है कि अंजान नंबर से आने वाली वीडियो कॉल न उठाएं।	[223, 696, 280, 723]
body-text-continued: रायपुर, 15 अक्टूबर (हाइवे चैनल)। रामायण कथा सार पुस्तक का विमोचन।	[3, 426, 113, 435]
body-text-continued: रायपुर, 15 अक्टूबर (हाइवे चैनल)। माना कॉलोनी में दुर्गा पूजा के बाद सिंदूर खेला का आयोजन किया गया, इसके बाद प्रतिमाओं का विसर्जन किया गया।	[422, 491, 498, 505]
right-mid-body: रायपुर, 15 अक्टूबर (हाइवे चैनल)। छठ पूजा-2024 की तैयारी को लेकर छठ महापर्व आयोजन समिति की बैठक आज आयोजित की जाएगी। बैठक में घाटों की साफ-सफाई, प्रकाश व्यवस्था एवं सुरक्षा के संबंध में चर्चा की जाएगी। रायपुर, 15 अक्टूबर (हाइवे चैनल)। छठ पूजा-2024 की तैयारी को लेकर छठ महापर्व आयोजन समिति की बैठक आज आयोजित की जाएगी। बैठक में घाटों की साफ-सफाई, प्रकाश व्यवस्था एवं सुरक्षा के संबंध में चर्चा की जाएगी। रायपुर, 15 अक्टूबर (हाइवे चैनल)। छठ पूजा-2024 की तैयारी को लेकर छठ महापर्व आयोजन समिति की बैठक आज आयोजित की जाएगी। बैठक में घाटों की साफ-सफाई, प्रकाश व्यवस्था एवं सुरक्षा के संबंध में चर्चा की जाएगी। रायपुर, 15 अक्टूबर (हाइवे चैनल)। छठ पूजा-2024 की तैयारी को लेकर छठ महापर्व आयोजन समिति की बैठक आज आयोजित की जाएगी। बैठक में घाटों की साफ-सफाई, प्रकाश व्यवस्था एवं सुरक्षा के संबंध में चर्चा की जाएगी। रायपुर, 15 अक्टूबर (हाइवे चैनल)। छठ पूजा-2024 की तैयारी को लेकर छठ महापर्व आयोजन समिति की बैठक आज आयोजित की जाएगी। बैठक में घाटों की साफ-सफाई, प्रकाश व्यवस्था एवं सुरक्षा के संबंध में चर्चा की जाएगी। रायपुर, 15 अक्टूबर (हाइवे चैनल)। छठ पूजा-2024 की तैयारी को लेकर छठ महापर्व आयोजन समिति की बैठक आज आयोजित की जाएगी। बैठक में घाटों की साफ-सफाई, प्रकाश व्यवस्था एवं सुरक्षा के संबंध में चर्चा की जाएगी।	[394, 227, 498, 297]
notice-table-cell: —	[443, 610, 466, 615]
paper-name: हाइवे चैनल	[222, 2, 251, 10]
body-text-continued: रायपुर, 15	[180, 440, 198, 445]
body-text-continued: रायपुर, 15 अक्टूबर (हाइवे चैनल)। छठ पूजा-2024 की तैयारी को लेकर छठ महापर्व आयोजन समिति की बैठक आज आयोजित की जाएगी। बैठक में घाटों की साफ-सफाई, प्रकाश व्यवस्था एवं सुरक्षा के संबंध में चर्चा की जाएगी।	[394, 261, 498, 274]
section-banner	[392, 0, 500, 14]
notice-table-cell: —	[405, 605, 443, 610]
body-text-continued: रायपुर, 15 अक्टूबर (हाइवे चैनल)। जीआरपी पुलिस ने रेलवे स्टेशन परिसर में चोरी की फिराक में घूम रहे एक आरोपी को गिरफ्तार किया है। आरोपी के पास से चोरी का सामान बरामद हुआ है।	[232, 470, 332, 539]
body-text-continued: रायपुर, 15 अक्टूबर (हाइवे चैनल)। मुख्यमंत्री विष्णु देव साय आज गुरुदर्शन और सत्यनाम मेला में शामिल होने भंडारपुरी पहुंचे। उन्होंने इस अवसर पर क्षेत्र के विकास के लिए अनेक घोषणाएं कीं। मुख्यमंत्री ने गुरु घासीदास बाबा के संदेशों को आत्मसात करने का आह्वान किया।	[275, 323, 343, 349]
notice-table-header: खसरा नं.	[405, 600, 443, 605]
body-text-continued: रायपुर, 15 अक्टूबर (हाइवे चैनल)। महर्षि वाल्मीकि जयंती के अवसर पर तेरह भाषाओं में अनुदित संक्षिप्त वाल्मीकीय रामायण कथा सार का विमोचन किया गया। कार्यक्रम में अनेक साहित्यकार उपस्थित रहे।	[115, 384, 155, 415]
body-text-continued: रायपुर, 15 अक्टूबर (हाइवे चैनल)। आयोजित स्वास्थ्य शिविर में सैकड़ों लोगों ने अपनी जांच कराई। शिविर का उद्घाटन मंत्री टंकराम वर्मा ने किया। शिविर में विशेषज्ञ चिकित्सकों द्वारा निःशुल्क परामर्श एवं दवाइयां दी गईं।	[76, 618, 145, 636]
body-text-continued: रायपुर, 15 अक्टूबर (हाइवे चैनल)। छत्तीसगढ़ में नगरीय निकाय और पंचायत चुनाव एक साथ कराने की तैयारी शुरू हो चुकी है। राज्य निर्वाचन आयोग ने इस संबंध में सभी जिलों से जानकारी मांगी है। जल्द ही अंतिम फैसला लिया जाएगा।	[448, 129, 498, 155]
notice-title: प्रारूप - एक	[406, 551, 430, 557]
body-text-continued: रायपुर, 15 अक्टूबर (हाइवे चैनल)। छठ पूजा-2024 की तैयारी को लेकर छठ महापर्व आयोजन समिति की बैठक आज आयोजित की जाएगी। बैठक में घाटों की साफ-सफाई, प्रकाश व्यवस्था एवं सुरक्षा के संबंध में चर्चा की जाएगी।	[394, 248, 498, 262]
right-top-photo-1	[394, 57, 444, 97]
body-text-continued: रायपुर, 15 अक्टूबर (हाइवे चैनल)। जीआरपी पुलिस ने रेलवे स्टेशन परिसर में चोरी की फिराक में घूम रहे एक आरोपी को गिरफ्तार किया है। आरोपी के पास से चोरी का सामान बरामद हुआ है।	[3, 495, 79, 513]
notice-subtitle: (नियम 11 देखिए)	[404, 557, 432, 562]
garbage-body: रायपुर, 15 अक्टूबर (हाइवे चैनल)। नगर निगम द्वारा शहर में सार्वजनिक स्थानों पर कचरा फैलाने वाले 33 ठेलों और गुमटियों पर जुर्माना लगाया गया। निगम ने चेतावनी दी है कि आगे भी कार्रवाई जारी रहेगी। रायपुर, 15 अक्टूबर (हाइवे चैनल)। नगर निगम द्वारा शहर में सार्वजनिक स्थानों पर कचरा फैलाने वाले 33 ठेलों और गुमटियों पर जुर्माना लगाया गया। निगम ने चेतावनी दी है कि आगे भी कार्रवाई जारी रहेगी। रायपुर, 15 अक्टूबर (हाइवे चैनल)। नगर निगम द्वारा शहर में सार्वजनिक स्थानों पर कचरा फैलाने वाले 33 ठेलों और गुमटियों पर जुर्माना लगाया गया। निगम ने चेतावनी दी है कि आगे भी कार्रवाई जारी रहेगी। रायपुर, 15 अक्टूबर (हाइवे चैनल)। नगर निगम द्वारा शहर में सार्वजनिक स्थानों पर कचरा फैलाने वाले 33 ठेलों और गुमटियों पर जुर्माना लगाया गया। निगम ने चेतावनी दी है कि आगे भी कार्रवाई जारी रहेगी। रायपुर, 15 अक्टूबर (हाइवे चैनल)। नगर निगम द्वारा शहर में सार्वजनिक स्थानों पर कचरा फैलाने वाले 33 ठेलों और गुमटियों पर जुर्माना लगाया गया। निगम ने चेतावनी दी है कि आगे भी कार्रवाई जारी रहेगी। रायपुर, 15 अक्टूबर (हाइवे चैनल)। नगर निगम द्वारा शहर में सार्वजनिक स्थानों पर कचरा फैलाने वाले 33 ठेलों और गुमटियों पर जुर्माना लगाया गया। निगम ने चेतावनी दी है कि आगे भी कार्रवाई जारी रहेगी। रायपुर, 15 अक्टूबर (हाइवे चैनल)। नगर निगम द्वारा शहर में सार्वजनिक स्थानों पर कचरा फैलाने वाले 33 ठेलों और गुमटियों पर जुर्माना लगाया गया। निगम ने चेतावनी दी है कि आगे भी कार्रवाई जारी रहेगी। रायपुर, 15 अक्टूबर (हाइवे चैनल)। नगर निगम द्वारा शहर में सार्वजनिक स्थानों पर कचरा फैलाने वाले 33 ठेलों और गुमटियों पर जुर्माना लगाया गया। निगम ने चेतावनी दी है कि आगे भी कार्रवाई जारी रहेगी।	[430, 319, 498, 449]
bhandarpuri-body: रायपुर, 15 अक्टूबर (हाइवे चैनल)। मुख्यमंत्री विष्णु देव साय आज गुरुदर्शन और सत्यनाम मेला में शामिल होने भंडारपुरी पहुंचे। उन्होंने इस अवसर पर क्षेत्र के विकास के लिए अनेक घोषणाएं कीं। मुख्यमंत्री ने गुरु घासीदास बाबा के संदेशों को आत्मसात करने का आह्वान किया। रायपुर, 15 अक्टूबर (हाइवे चैनल)। मुख्यमंत्री विष्णु देव साय आज गुरुदर्शन और सत्यनाम मेला में शामिल होने भंडारपुरी पहुंचे। उन्होंने इस अवसर पर क्षेत्र के विकास के लिए अनेक घोषणाएं कीं। मुख्यमंत्री ने गुरु घासीदास बाबा के संदेशों को आत्मसात करने का आह्वान किया। रायपुर, 15 अक्टूबर (हाइवे चैनल)। मुख्यमंत्री विष्णु देव साय आज गुरुदर्शन और सत्यनाम मेला में शामिल होने भंडारपुरी पहुंचे। उन्होंने इस अवसर पर क्षेत्र के विकास के लिए अनेक घोषणाएं कीं। मुख्यमंत्री ने गुरु घासीदास बाबा के संदेशों को आत्मसात करने का आह्वान किया। रायपुर, 15 अक्टूबर (हाइवे चैनल)। मुख्यमंत्री विष्णु देव साय आज गुरुदर्शन और सत्यनाम मेला में शामिल होने भंडारपुरी पहुंचे। उन्होंने इस अवसर पर क्षेत्र के विकास के लिए अनेक घोषणाएं कीं। मुख्यमंत्री ने गुरु घासीदास बाबा के संदेशों को आत्मसात करने का आह्वान किया। रायपुर, 15 अक्टूबर (हाइवे चैनल)। मुख्यमंत्री विष्णु देव साय आज गुरुदर्शन और सत्यनाम मेला में शामिल होने भंडारपुरी पहुंचे। उन्होंने इस अवसर पर क्षेत्र के विकास के लिए अनेक घोषणाएं कीं। मुख्यमंत्री ने गुरु घासीदास बाबा के संदेशों को आत्मसात करने का आह्वान किया। रायपुर, 15 अक्टूबर (हाइवे चैनल)। मुख्यमंत्री विष्णु देव साय आज गुरुदर्शन और सत्यनाम मेला में शामिल होने भंडारपुरी पहुंचे। उन्होंने इस अवसर पर क्षेत्र के विकास के लिए अनेक घोषणाएं कीं। मुख्यमंत्री ने गुरु घासीदास बाबा के संदेशों को आत्मसात करने का आह्वान किया। रायपुर, 15 अक्टूबर (हाइवे चैनल)। मुख्यमंत्री विष्णु देव साय आज गुरुदर्शन और सत्यनाम मेला में शामिल होने भंडारपुरी पहुंचे। उन्होंने इस अवसर पर क्षेत्र के विकास के लिए अनेक घोषणाएं कीं। मुख्यमंत्री ने गुरु घासीदास बाबा के संदेशों को आत्मसात करने का आह्वान किया। रायपुर, 15 अक्टूबर (हाइवे चैनल)। मुख्यमंत्री विष्णु देव साय आज गुरुदर्शन और सत्यनाम मेला में शामिल होने भंडारपुरी पहुंचे। उन्होंने इस अवसर पर क्षेत्र के विकास के लिए अनेक घोषणाएं कीं। मुख्यमंत्री ने गुरु घासीदास बाबा के संदेशों को आत्मसात करने का आह्वान किया। रायपुर, 15 अक्टूबर (हाइवे चैनल)। मुख्यमंत्री विष्णु देव साय आज गुरुदर्शन और सत्यनाम मेला में शामिल होने भंडारपुरी पहुंचे। उन्होंने इस अवसर पर क्षेत्र के विकास के लिए अनेक घोषणाएं कीं। मुख्यमंत्री ने गुरु घासीदास बाबा के संदेशों को आत्मसात करने का आह्वान किया।	[203, 319, 343, 418]
body-text-continued: रायपुर, 15 अक्टूबर (हाइवे चैनल)। रामायण कथा सार पुस्तक का विमोचन।	[3, 422, 113, 431]
lead-subhead: युग इंसान के प्रकरणों में तेज निराकरण जरूरी	[2, 48, 389, 62]
lead-photo	[2, 63, 389, 150]
body-text-continued: रायपुर, 15 अक्टूबर (हाइवे चैनल)। साइबर ठगों द्वारा अंजान नंबरों से वीडियो कॉल कर लोगों को ब्लैकमेल किया जा रहा है। पुलिस ने लोगों से अपील की है कि अंजान नंबर से आने वाली वीडियो कॉल न उठाएं।	[223, 619, 280, 645]
garbage-photo	[348, 319, 428, 381]
body-text-continued: एतद द्वारा सूचित किया जाता है कि निम्नलिखित भूमि के संबंध में आपत्ति हो तो नियत तिथि तक प्रस्तुत करें।	[341, 640, 495, 649]
body-text-continued: रायपुर, 15 अक्टूबर (हाइवे चैनल)। जीआरपी पुलिस ने रेलवे स्टेशन परिसर में चोरी की फिराक में घूम रहे एक आरोपी को गिरफ्तार किया है। आरोपी के पास से चोरी का सामान बरामद हुआ है।	[82, 474, 158, 492]
body-text-continued: रायपुर, 15 अक्टूबर (हाइवे चैनल)। मुख्यमंत्री विष्णु देव साय आज गुरुदर्शन और सत्यनाम मेला में शामिल होने भंडारपुरी पहुंचे। उन्होंने इस अवसर पर क्षेत्र के विकास के लिए अनेक घोषणाएं कीं। मुख्यमंत्री ने गुरु घासीदास बाबा के संदेशों को आत्मसात करने का आह्वान किया।	[275, 344, 343, 371]
body-text-continued: रायपुर, 15 अक्टूबर (हाइवे चैनल)। मुख्यमंत्री विष्णु देव साय आज गुरुदर्शन और सत्यनाम मेला में शामिल होने भंडारपुरी पहुंचे। उन्होंने इस अवसर पर क्षेत्र के विकास के लिए अनेक घोषणाएं कीं। मुख्यमंत्री ने गुरु घासीदास बाबा के संदेशों को आत्मसात करने का आह्वान किया।	[203, 319, 343, 418]
lead-body: रायपुर, 15 अक्टूबर (हाइवे चैनल)। पुलिस अधीक्षक रायपुर ने आज युग कल्याणपुर कक्ष में जिला स्तरीय समीक्षा बैठक ली। बैठक में नशे के पदार्थ के विरुद्ध सख्त कार्रवाई करने तथा लंबित प्रकरणों के शीघ्र निराकरण के निर्देश दिए गए। उन्होंने कहा कि नशे के कारोबार में लिप्त लोगों पर कड़ी निगरानी रखी जाए और समय सीमा में कार्रवाई पूर्ण की जाए। बैठक में सभी थाना प्रभारी एवं वरिष्ठ अधिकारी उपस्थित थे। रायपुर, 15 अक्टूबर (हाइवे चैनल)। पुलिस अधीक्षक रायपुर ने आज युग कल्याणपुर कक्ष में जिला स्तरीय समीक्षा बैठक ली। बैठक में नशे के पदार्थ के विरुद्ध सख्त कार्रवाई करने तथा लंबित प्रकरणों के शीघ्र निराकरण के निर्देश दिए गए। उन्होंने कहा कि नशे के कारोबार में लिप्त लोगों पर कड़ी निगरानी रखी जाए और समय सीमा में कार्रवाई पूर्ण की जाए। बैठक में सभी थाना प्रभारी एवं वरिष्ठ अधिकारी उपस्थित थे। रायपुर, 15 अक्टूबर (हाइवे चैनल)। पुलिस अधीक्षक रायपुर ने आज युग कल्याणपुर कक्ष में जिला स्तरीय समीक्षा बैठक ली। बैठक में नशे के पदार्थ के विरुद्ध सख्त कार्रवाई करने तथा लंबित प्रकरणों के शीघ्र निराकरण के निर्देश दिए गए। उन्होंने कहा कि नशे के कारोबार में लिप्त लोगों पर कड़ी निगरानी रखी जाए और समय सीमा में कार्रवाई पूर्ण की जाए। बैठक में सभी थाना प्रभारी एवं वरिष्ठ अधिकारी उपस्थित थे। रायपुर, 15 अक्टूबर (हाइवे चैनल)। पुलिस अधीक्षक रायपुर ने आज युग कल्याणपुर कक्ष में जिला स्तरीय समीक्षा बैठक ली। बैठक में नशे के पदार्थ के विरुद्ध सख्त कार्रवाई करने तथा लंबित प्रकरणों के शीघ्र निराकरण के निर्देश दिए गए। उन्होंने कहा कि नशे के कारोबार में लिप्त लोगों पर कड़ी निगरानी रखी जाए और समय सीमा में कार्रवाई पूर्ण की जाए। बैठक में सभी थाना प्रभारी एवं वरिष्ठ अधिकारी उपस्थित थे। रायपुर, 15 अक्टूबर (हाइवे चैनल)। पुलिस अधीक्षक रायपुर ने आज युग कल्याणपुर कक्ष में जिला स्तरीय समीक्षा बैठक ली। बैठक में नशे के पदार्थ के विरुद्ध सख्त कार्रवाई करने तथा लंबित प्रकरणों के शीघ्र निराकरण के निर्देश दिए गए। उन्होंने कहा कि नशे के कारोबार में लिप्त लोगों पर कड़ी निगरानी रखी जाए और समय सीमा में कार्रवाई पूर्ण की जाए। बैठक में सभी थाना प्रभारी एवं वरिष्ठ अधिकारी उपस्थित थे। रायपुर, 15 अक्टूबर (हाइवे चैनल)। पुलिस अधीक्षक रायपुर ने आज युग कल्याणपुर कक्ष में जिला स्तरीय समीक्षा बैठक ली। बैठक में नशे के पदार्थ के विरुद्ध सख्त कार्रवाई करने तथा लंबित प्रकरणों के शीघ्र निराकरण के निर्देश दिए गए। उन्होंने कहा कि नशे के कारोबार में लिप्त लोगों पर कड़ी निगरानी रखी जाए और समय सीमा में कार्रवाई पूर्ण की जाए। बैठक में सभी थाना प्रभारी एवं वरिष्ठ अधिकारी उपस्थित थे। रायपुर, 15 अक्टूबर (हाइवे चैनल)। पुलिस अधीक्षक रायपुर ने आज युग कल्याणपुर कक्ष में जिला स्तरीय समीक्षा बैठक ली। बैठक में नशे के पदार्थ के विरुद्ध सख्त कार्रवाई करने तथा लंबित प्रकरणों के शीघ्र निराकरण के निर्देश दिए गए। उन्होंने कहा कि नशे के कारोबार में लिप्त लोगों पर कड़ी निगरानी रखी जाए और समय सीमा में कार्रवाई पूर्ण की जाए। बैठक में सभी थाना प्रभारी एवं वरिष्ठ अधिकारी उपस्थित थे। रायपुर, 15 अक्टूबर (हाइवे चैनल)। पुलिस अधीक्षक रायपुर ने आज युग कल्याणपुर कक्ष में जिला स्तरीय समीक्षा बैठक ली। बैठक में नशे के पदार्थ के विरुद्ध सख्त कार्रवाई करने तथा लंबित प्रकरणों के शीघ्र निराकरण के निर्देश दिए गए। उन्होंने कहा कि नशे के कारोबार में लिप्त लोगों पर कड़ी निगरानी रखी जाए और समय सीमा में कार्रवाई पूर्ण की जाए। बैठक में सभी थाना प्रभारी एवं वरिष्ठ अधिकारी उपस्थित थे। रायपुर, 15 अक्टूबर (हाइवे चैनल)। पुलिस अधीक्षक रायपुर ने आज युग कल्याणपुर कक्ष में जिला स्तरीय समीक्षा बैठक ली। बैठक में नशे के पदार्थ के विरुद्ध सख्त कार्रवाई करने तथा लंबित प्रकरणों के शीघ्र निराकरण के निर्देश दिए गए। उन्होंने कहा कि नशे के कारोबार में लिप्त लोगों पर कड़ी निगरानी रखी जाए और समय सीमा में कार्रवाई पूर्ण की जाए। बैठक में सभी थाना प्रभारी एवं वरिष्ठ अधिकारी उपस्थित थे।	[2, 152, 389, 208]
body-text-continued: रायपुर, 15 अक्टूबर (हाइवे चैनल)। रामायण कथा सार पुस्तक का विमोचन।	[3, 439, 113, 448]
body-text-continued: रायपुर, 15 अक्टूबर (हाइवे चैनल)। जीआरपी पुलिस ने रेलवे स्टेशन परिसर में चोरी की	[283, 525, 332, 539]
body-text-continued: रायपुर, 15 अक्टूबर (हाइवे चैनल)। मुख्यमंत्री विष्णु देव साय आज गुरुदर्शन और सत्यनाम मेला में शामिल होने भंडारपुरी पहुंचे। उन्होंने इस अवसर पर क्षेत्र के विकास के लिए अनेक घोषणाएं कीं। मुख्यमंत्री ने गुरु घासीदास बाबा के संदेशों को आत्मसात करने का आह्वान किया।	[203, 336, 271, 362]
body-text-continued: रायपुर, 15 अक्टूबर (हाइवे चैनल)। आयोजित स्वास्थ्य शिविर में सैकड़ों लोगों ने अपनी जांच कराई। शिविर का उद्घाटन मंत्री टंकराम वर्मा ने किया। शिविर में विशेषज्ञ चिकित्सकों द्वारा निःशुल्क परामर्श एवं दवाइयां दी गईं।	[76, 601, 145, 619]
notice-filler: एतद द्वारा सूचित किया जाता है कि निम्नलिखित भूमि के संबंध में आपत्ति हो तो नियत तिथि तक प्रस्तुत करें। एतद द्वारा सूचित किया जाता है कि निम्नलिखित भूमि के संबंध में आपत्ति हो तो नियत तिथि तक प्रस्तुत करें। एतद द्वारा सूचित किया जाता है कि निम्नलिखित भूमि के संबंध में आपत्ति हो तो नियत तिथि तक प्रस्तुत करें। एतद द्वारा सूचित किया जाता है कि निम्नलिखित भूमि के संबंध में आपत्ति हो तो नियत तिथि तक प्रस्तुत करें। एतद द्वारा सूचित किया जाता है कि निम्नलिखित भूमि के संबंध में आपत्ति हो तो नियत तिथि तक प्रस्तुत करें। एतद द्वारा सूचित किया जाता है कि निम्नलिखित भूमि के संबंध में आपत्ति हो तो नियत तिथि तक प्रस्तुत करें। एतद द्वारा सूचित किया जाता है कि निम्नलिखित भूमि के संबंध में आपत्ति हो तो नियत तिथि तक प्रस्तुत करें। एतद द्वारा सूचित किया जाता है कि निम्नलिखित भूमि के संबंध में आपत्ति हो तो नियत तिथि तक प्रस्तुत करें। एतद द्वारा सूचित किया जाता है कि निम्नलिखित भूमि के संबंध में आपत्ति हो तो नियत तिथि तक प्रस्तुत करें।	[341, 618, 495, 653]
